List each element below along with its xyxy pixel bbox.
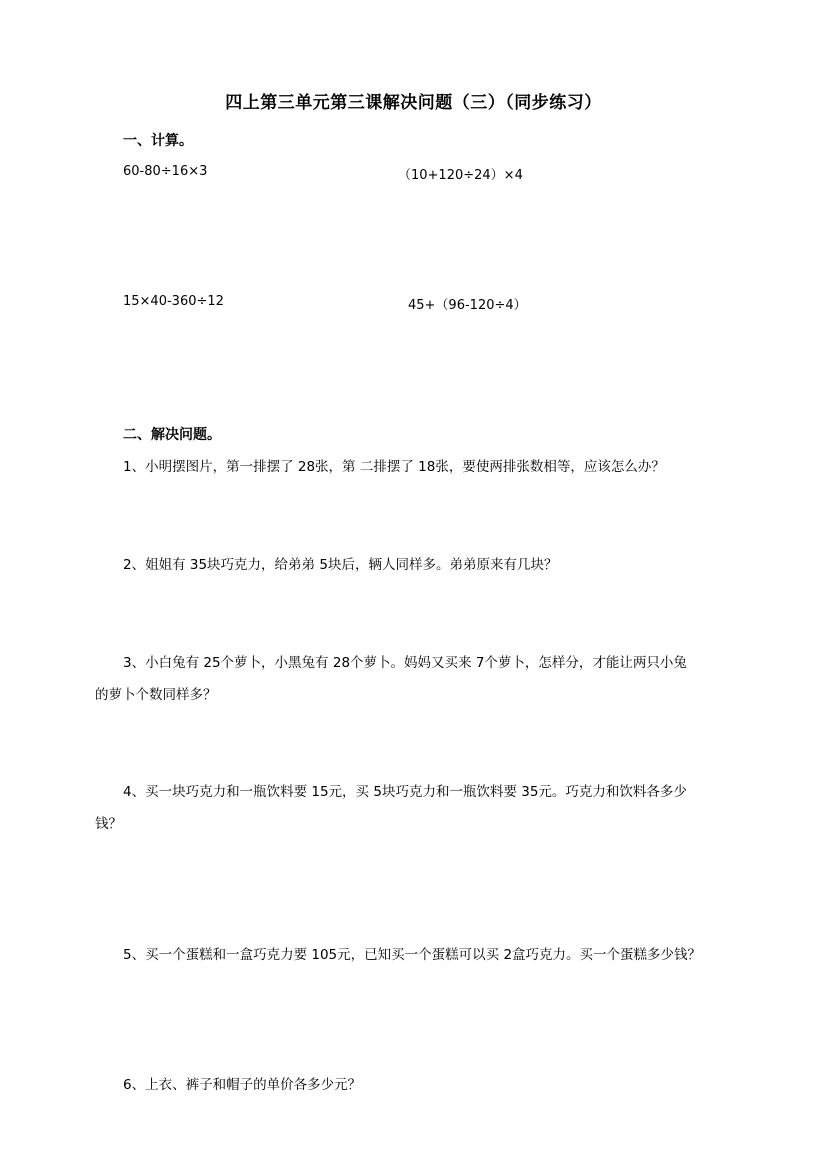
question-1: 1、小明摆图片，第一排摆了 28张，第 二排摆了 18张，要使两排张数相等，应该怎么办？ xyxy=(123,459,665,475)
question-3-line-2: 的萝卜个数同样多？ xyxy=(95,687,217,703)
question-6: 6、上衣、裤子和帽子的单价各多少元？ xyxy=(123,1077,362,1093)
question-4-line-2: 钱？ xyxy=(95,816,122,832)
section-heading-calculation: 一、计算。 xyxy=(123,133,193,149)
section-heading-word-problems: 二、解决问题。 xyxy=(123,427,221,443)
calc-expression-1: 60-80÷16×3 xyxy=(123,164,208,179)
calc-expression-3: 15×40-360÷12 xyxy=(123,294,224,309)
question-4-line-1: 4、买一块巧克力和一瓶饮料要 15元，买 5块巧克力和一瓶饮料要 35元。巧克力和饮料各多少 xyxy=(123,784,687,800)
page-title: 四上第三单元第三课解决问题（三）（同步练习） xyxy=(225,93,602,113)
calc-expression-4: 45+（96-120÷4） xyxy=(408,298,527,313)
question-5: 5、买一个蛋糕和一盒巧克力要 105元，已知买一个蛋糕可以买 2盒巧克力。买一个蛋糕多少钱？ xyxy=(123,947,702,963)
calc-expression-2: （10+120÷24）×4 xyxy=(398,168,523,183)
question-3-line-1: 3、小白兔有 25个萝卜，小黑兔有 28个萝卜。妈妈又买来 7个萝卜，怎样分，才能让两只小兔 xyxy=(123,655,687,671)
question-2: 2、姐姐有 35块巧克力，给弟弟 5块后，辆人同样多。弟弟原来有几块？ xyxy=(123,557,558,573)
